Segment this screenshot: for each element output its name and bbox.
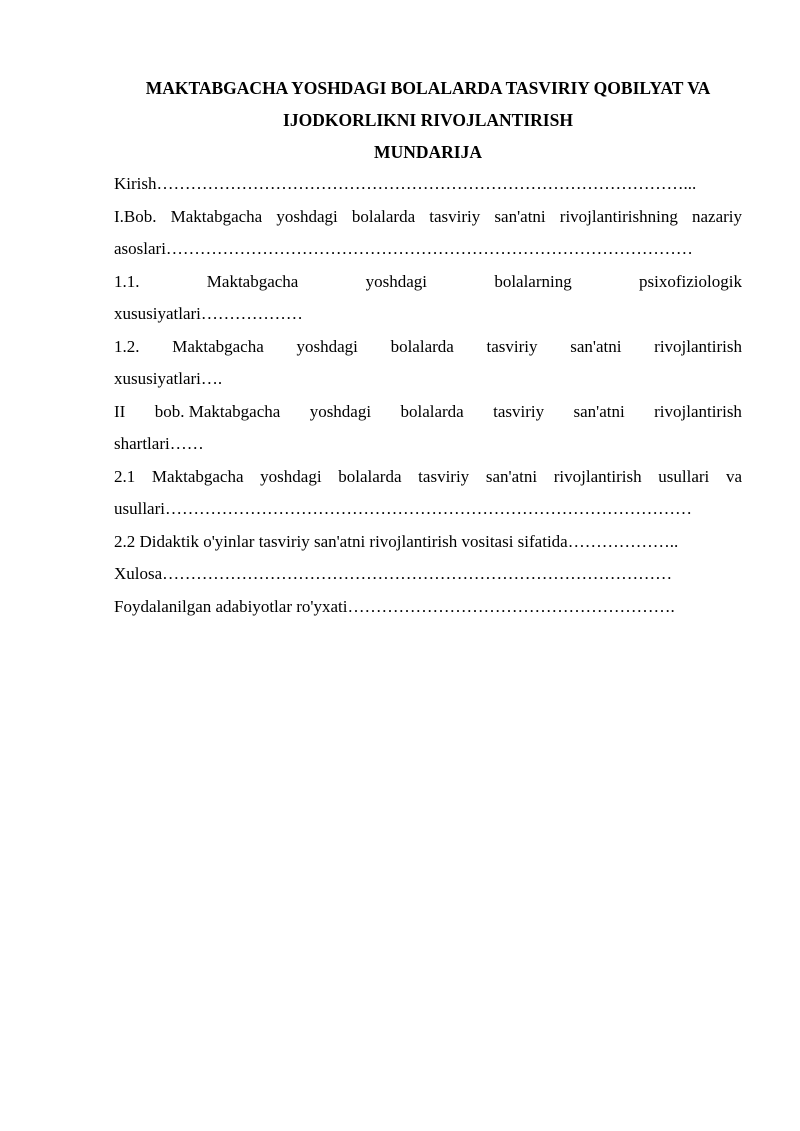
toc-word: II	[114, 401, 126, 421]
toc-word: bolalarning	[494, 271, 572, 291]
toc-entry-1-2-line-2: xususiyatlari….	[114, 369, 223, 388]
toc-entry-1-1-line-1	[114, 266, 742, 299]
table-of-contents	[114, 168, 742, 623]
toc-word: tasviriy	[493, 401, 545, 421]
document-title-line-1: MAKTABGACHA YOSHDAGI BOLALARDA TASVIRIY QOBILYAT VA	[145, 78, 711, 98]
toc-entry-bob-1-line-2: asoslari…………………………………………………………………………………	[114, 239, 693, 258]
toc-entry-kirish[interactable]: Kirish…………………………………………………………………………………...	[114, 174, 697, 193]
toc-word: tasviriy	[486, 336, 538, 356]
document-title-line-2: IJODKORLIKNI RIVOJLANTIRISH	[283, 110, 573, 130]
toc-entry-2-2[interactable]: 2.2 Didaktik o'yinlar tasviriy san'atni rivojlantirish vositasi sifatida………………..	[114, 531, 679, 551]
toc-entry-1-2[interactable]	[114, 331, 742, 396]
toc-entry-xulosa[interactable]: Xulosa………………………………………………………………………………	[114, 564, 673, 583]
toc-word: san'atni	[573, 401, 625, 421]
toc-entry-adabiyotlar[interactable]: Foydalanilgan adabiyotlar ro'yxati………………………………………………….	[114, 596, 675, 616]
toc-word: bolalarda	[390, 336, 454, 356]
toc-word: bob. Maktabgacha	[154, 401, 281, 421]
toc-entry-1-2-line-1	[114, 331, 742, 364]
toc-word: 1.1.	[114, 271, 140, 291]
toc-heading: MUNDARIJA	[374, 142, 482, 162]
toc-entry-1-1[interactable]	[114, 266, 742, 331]
toc-word: rivojlantirish	[654, 336, 742, 356]
toc-entry-bob-2[interactable]	[114, 396, 742, 461]
toc-entry-2-1-line-1: 2.1 Maktabgacha yoshdagi bolalarda tasviriy san'atni rivojlantirish usullari va	[114, 466, 742, 486]
toc-word: bolalarda	[400, 401, 464, 421]
toc-word: Maktabgacha	[206, 271, 299, 291]
toc-entry-bob-2-line-1	[114, 396, 742, 429]
document-page	[114, 72, 742, 623]
toc-entry-2-1[interactable]	[114, 461, 742, 526]
toc-word: psixofiziologik	[639, 271, 742, 291]
toc-word: yoshdagi	[309, 401, 372, 421]
toc-entry-2-1-line-2: usullari…………………………………………………………………………………	[114, 499, 692, 518]
toc-word: Maktabgacha	[172, 336, 264, 356]
toc-entry-bob-1[interactable]	[114, 201, 742, 266]
toc-entry-1-1-line-2: xususiyatlari………………	[114, 304, 303, 323]
toc-word: san'atni	[570, 336, 622, 356]
toc-word: rivojlantirish	[654, 401, 742, 421]
toc-word: yoshdagi	[365, 271, 428, 291]
toc-word: yoshdagi	[296, 336, 358, 356]
toc-word: 1.2.	[114, 336, 140, 356]
toc-entry-bob-1-line-1: I.Bob. Maktabgacha yoshdagi bolalarda tasviriy san'atni rivojlantirishning nazariy	[114, 206, 742, 226]
toc-entry-bob-2-line-2: shartlari……	[114, 434, 204, 453]
